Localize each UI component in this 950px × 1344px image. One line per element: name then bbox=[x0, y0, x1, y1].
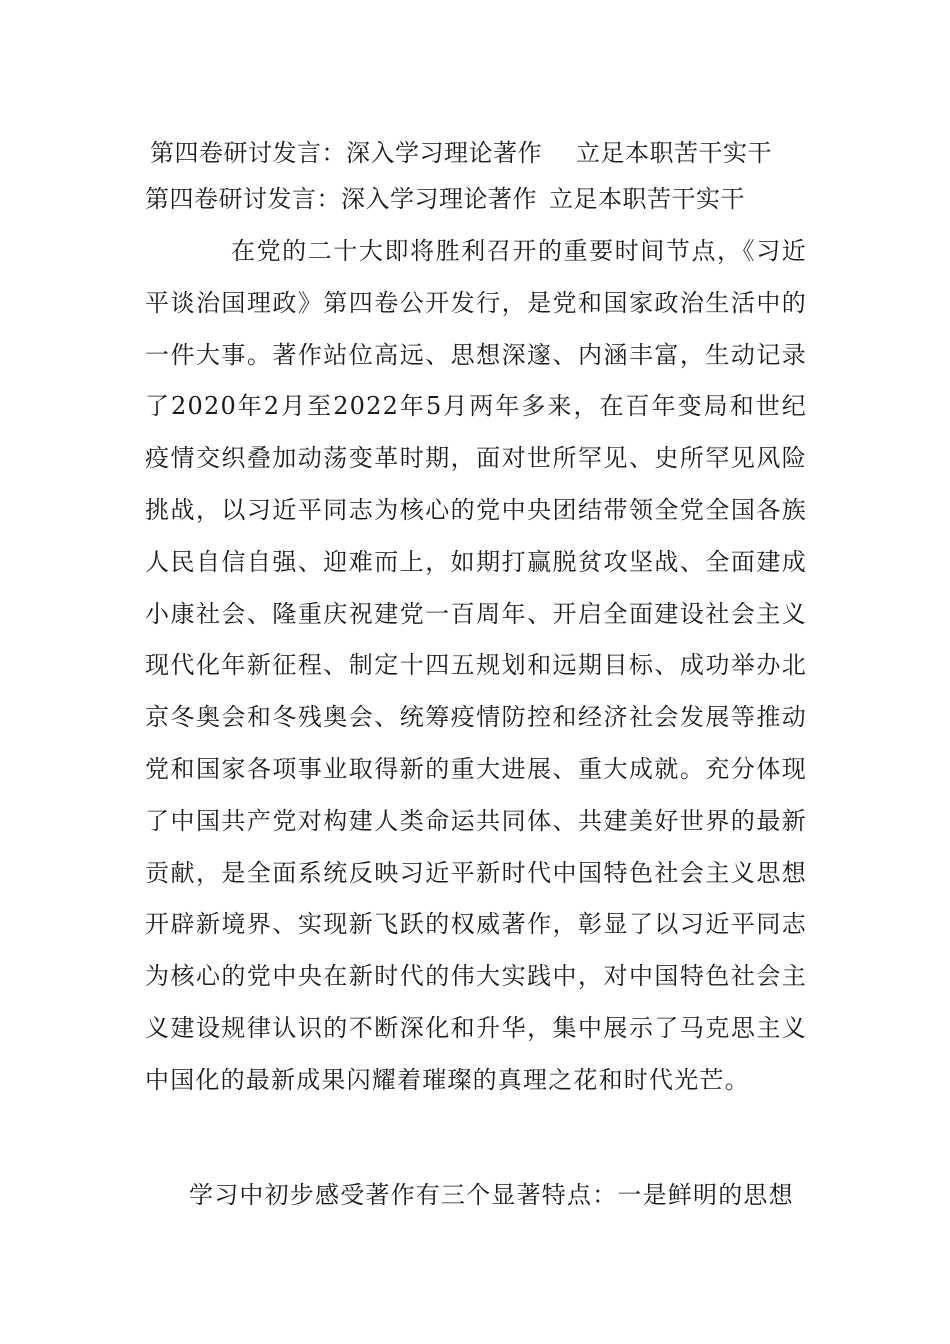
title-line-2-part-1: 第四卷研讨发言：深入学习理论著作 bbox=[145, 185, 537, 213]
document-title-line-2 bbox=[145, 183, 745, 215]
title-line-1-part-1: 第四卷研讨发言：深入学习理论著作 bbox=[150, 139, 542, 167]
document-title-line-1 bbox=[150, 137, 772, 169]
body-paragraph-2: 学习中初步感受著作有三个显著特点：一是鲜明的思想 bbox=[189, 1181, 794, 1209]
title-line-1-part-2: 立足本职苦干实干 bbox=[576, 139, 772, 167]
title-line-2-part-2: 立足本职苦干实干 bbox=[549, 185, 745, 213]
body-paragraph-1: 在党的二十大即将胜利召开的重要时间节点，《习近平谈治国理政》第四卷公开发行，是党和国家政治生活中的一件大事。著作站位高远、思想深邃、内涵丰富，生动记录了2020年2月至2022年5月两年多来，在百年变局和世纪疫情交织叠加动荡变革时期，面对世所罕见、史所罕见风险挑战，以习近平同志为核心的党中央团结带领全党全国各族人民自信自强、迎难而上，如期打赢脱贫攻坚战、全面建成小康社会、隆重庆祝建党一百周年、开启全面建设社会主义现代化年新征程、制定十四五规划和远期目标、成功举办北京冬奥会和冬残奥会、统筹疫情防控和经济社会发展等推动党和国家各项事业取得新的重大进展、重大成就。充分体现了中国共产党对构建人类命运共同体、共建美好世界的最新贡献，是全面系统反映习近平新时代中国特色社会主义思想开辟新境界、实现新飞跃的权威著作，彰显了以习近平同志为核心的党中央在新时代的伟大实践中，对中国特色社会主义建设规律认识的不断深化和升华，集中展示了马克思主义中国化的最新成果闪耀着璀璨的真理之花和时代光芒。 bbox=[145, 237, 807, 1094]
